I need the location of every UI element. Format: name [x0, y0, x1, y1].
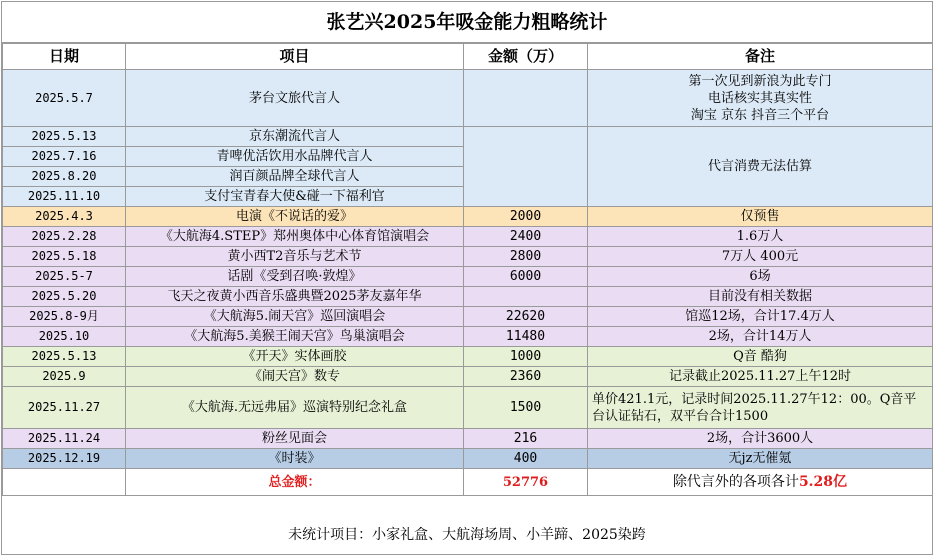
cell-note: 6场: [588, 267, 933, 287]
note-line: 第一次见到新浪为此专门: [688, 73, 832, 89]
header-note: 备注: [588, 44, 933, 70]
cell-amount-merged: [464, 127, 588, 207]
cell-item: 粉丝见面会: [126, 429, 464, 449]
total-row: [3, 469, 933, 496]
cell-date: 2025.7.16: [3, 147, 126, 167]
cell-note-merged: 代言消费无法估算: [588, 127, 933, 207]
cell-item: 飞天之夜黄小西音乐盛典暨2025茅友嘉年华: [126, 287, 464, 307]
table-row: [3, 327, 933, 347]
cell-item: 《大航海.无远弗届》巡演特别纪念礼盒: [126, 387, 464, 429]
table-row: [3, 267, 933, 287]
cell-amount: 216: [464, 429, 588, 449]
cell-item: 《闹天宫》数专: [126, 367, 464, 387]
cell-note: 2场，合计14万人: [588, 327, 933, 347]
cell-note: [588, 70, 933, 127]
cell-date: 2025.2.28: [3, 227, 126, 247]
cell-date: 2025.12.19: [3, 449, 126, 469]
cell-amount: 11480: [464, 327, 588, 347]
header-date: 日期: [3, 44, 126, 70]
cell-note: 2场，合计3600人: [588, 429, 933, 449]
table-row: [3, 247, 933, 267]
table-row: [3, 449, 933, 469]
table-row: [3, 287, 933, 307]
header-item: 项目: [126, 44, 464, 70]
cell-item: 支付宝青春大使&碰一下福利官: [126, 187, 464, 207]
cell-date: 2025.10: [3, 327, 126, 347]
cell-item: 京东潮流代言人: [126, 127, 464, 147]
cell-amount: 2000: [464, 207, 588, 227]
cell-amount: 6000: [464, 267, 588, 287]
cell-amount: 1500: [464, 387, 588, 429]
total-note-prefix: 除代言外的各项各计: [672, 473, 799, 490]
cell-date: 2025.5.7: [3, 70, 126, 127]
cell-date: 2025.5.20: [3, 287, 126, 307]
cell-amount: [464, 70, 588, 127]
cell-date: 2025.5.13: [3, 127, 126, 147]
total-label: 总金额：: [126, 469, 464, 496]
total-empty-cell: [3, 469, 126, 496]
total-note-highlight: 5.28亿: [798, 473, 848, 490]
cell-item: 话剧《受到召唤·敦煌》: [126, 267, 464, 287]
cell-item: 《时装》: [126, 449, 464, 469]
cell-item: 《大航海5.美猴王闹天宫》鸟巢演唱会: [126, 327, 464, 347]
footer-note: 未统计项目：小家礼盒、大航海场周、小羊蹄、2025染跨: [288, 527, 646, 543]
cell-date: 2025.8.20: [3, 167, 126, 187]
header-amount: 金额（万）: [464, 44, 588, 70]
stats-sheet: [1, 1, 933, 555]
cell-date: 2025.11.27: [3, 387, 126, 429]
cell-amount: 22620: [464, 307, 588, 327]
table-row: [3, 347, 933, 367]
cell-note: 馆巡12场，合计17.4万人: [588, 307, 933, 327]
table-row: [3, 387, 933, 429]
cell-amount: 2360: [464, 367, 588, 387]
table-row: [3, 367, 933, 387]
cell-date: 2025.9: [3, 367, 126, 387]
cell-note: 7万人 400元: [588, 247, 933, 267]
cell-item: 润百颜品牌全球代言人: [126, 167, 464, 187]
cell-note: 无jz无催氪: [588, 449, 933, 469]
table-row: [3, 227, 933, 247]
note-line: 台认证钻石，双平台合计1500: [592, 408, 769, 424]
stats-table: [2, 43, 933, 496]
cell-note: 1.6万人: [588, 227, 933, 247]
sheet-title: 张艺兴2025年吸金能力粗略统计: [2, 2, 932, 43]
total-value: 52776: [464, 469, 588, 496]
table-row: [3, 70, 933, 127]
cell-amount: [464, 287, 588, 307]
cell-date: 2025.5.18: [3, 247, 126, 267]
total-note: [588, 469, 933, 496]
note-line: 电话核实其真实性: [707, 90, 812, 106]
cell-note: [588, 387, 933, 429]
note-line: 单价421.1元，记录时间2025.11.27午12：00。Q音平: [592, 391, 917, 407]
cell-date: 2025.11.10: [3, 187, 126, 207]
cell-item: 《大航海5.闹天宫》巡回演唱会: [126, 307, 464, 327]
table-row: [3, 207, 933, 227]
cell-item: 《开天》实体画胶: [126, 347, 464, 367]
cell-amount: 1000: [464, 347, 588, 367]
header-row: [3, 44, 933, 70]
cell-date: 2025.11.24: [3, 429, 126, 449]
cell-note: 仅预售: [588, 207, 933, 227]
table-row: [3, 307, 933, 327]
table-row: [3, 127, 933, 147]
cell-date: 2025.8-9月: [3, 307, 126, 327]
cell-item: 电演《不说话的爱》: [126, 207, 464, 227]
cell-item: 茅台文旅代言人: [126, 70, 464, 127]
table-row: [3, 429, 933, 449]
cell-item: 《大航海4.STEP》郑州奥体中心体育馆演唱会: [126, 227, 464, 247]
cell-note: Q音 酷狗: [588, 347, 933, 367]
note-line: 淘宝 京东 抖音三个平台: [690, 107, 830, 123]
cell-item: 黄小西T2音乐与艺术节: [126, 247, 464, 267]
cell-amount: 2400: [464, 227, 588, 247]
cell-date: 2025.5-7: [3, 267, 126, 287]
cell-date: 2025.4.3: [3, 207, 126, 227]
cell-amount: 400: [464, 449, 588, 469]
cell-item: 青啤优活饮用水品牌代言人: [126, 147, 464, 167]
cell-note: 目前没有相关数据: [588, 287, 933, 307]
cell-amount: 2800: [464, 247, 588, 267]
cell-date: 2025.5.13: [3, 347, 126, 367]
cell-note: 记录截止2025.11.27上午12时: [588, 367, 933, 387]
